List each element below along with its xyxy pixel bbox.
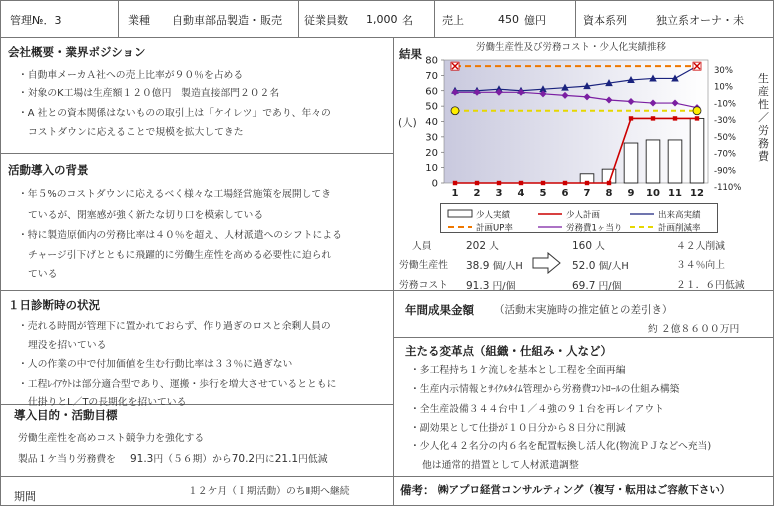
- result-after: 69.7 円/個: [572, 280, 622, 292]
- overview-line: コストダウンに応えることで規模を拡大してきた: [28, 127, 244, 138]
- x-tick-label: 10: [646, 188, 660, 199]
- sales-unit: 億円: [524, 14, 546, 27]
- industry-value: 自動車部品製造・販売: [172, 14, 282, 27]
- y2-tick-label: -70%: [714, 149, 736, 160]
- remarks-value: ㈱アプロ経営コンサルティング（複写・転用はご容赦下さい）: [438, 484, 731, 496]
- purpose-line-2: 製品１ケ当り労務費を 91.3円（５６期）から70.2円に21.1円低減: [18, 453, 328, 465]
- sales-value: 450: [498, 13, 519, 26]
- series-point: [475, 181, 479, 185]
- x-tick-label: 12: [690, 188, 704, 199]
- reform-line: ・少人化４２名分の内６名を配置転換し活人化(物流ＰＪなどへ充当): [410, 441, 712, 452]
- series-point: [695, 116, 699, 120]
- result-change: ２１．６円低減: [676, 280, 745, 291]
- background-line: ・特に製造原価内の労務比率は４０％を超え、人材派遣へのシフトによる: [18, 230, 342, 241]
- y-tick-label: 0: [431, 178, 438, 190]
- y-tick-label: 70: [425, 70, 438, 82]
- background-title: 活動導入の背景: [8, 163, 89, 177]
- overview-line: ・A 社との資本関係はないものの取引上は「ケイレツ」であり、年々の: [18, 108, 331, 119]
- arrow-right-icon: [532, 252, 562, 274]
- series-point: [451, 107, 459, 115]
- series-point: [519, 181, 523, 185]
- y2-tick-label: 10%: [714, 82, 733, 93]
- x-tick-label: 5: [539, 188, 547, 199]
- legend-swatch: [448, 210, 472, 217]
- annual-value: 約 ２億８６００万円: [648, 324, 740, 335]
- y2-tick-label: -10%: [714, 99, 736, 110]
- series-point: [585, 181, 589, 185]
- chart-title: 労働生産性及び労務コスト・少人化実績推移: [475, 42, 667, 53]
- result-after: 160 人: [572, 240, 605, 252]
- y-tick-label: 30: [425, 132, 438, 144]
- y2-tick-label: -50%: [714, 132, 736, 143]
- bar-shoujin-jisseki: [690, 118, 704, 183]
- series-point: [607, 181, 611, 185]
- remarks-label: 備考：: [400, 483, 435, 497]
- sales-label: 売上: [442, 14, 464, 27]
- overview-line: ・自動車メーカＡ社への売上比率が９０％を占める: [18, 70, 244, 81]
- industry-label: 業種: [128, 14, 150, 27]
- result-row-label: 労働生産性: [399, 260, 448, 271]
- legend-label: 出来高実績: [658, 210, 701, 221]
- overview-title: 会社概要・業界ポジション: [8, 45, 146, 59]
- result-row-label: 労務コスト: [399, 280, 448, 291]
- series-point: [453, 181, 457, 185]
- x-tick-label: 1: [451, 188, 459, 199]
- background-line: チャージ引下げとともに飛躍的に労働生産性を高める必要性に迫られ: [28, 250, 332, 261]
- overview-line: ・対象のK工場は生産額１２０億円 製造直接部門２０２名: [18, 88, 280, 99]
- employees-label: 従業員数: [304, 14, 348, 27]
- legend-label: 少人実績: [476, 210, 511, 221]
- capital-value: 独立系オーナ・未: [656, 14, 744, 27]
- y-tick-label: 40: [425, 117, 438, 128]
- purpose-title: 導入目的・活動目標: [14, 408, 118, 422]
- y-tick-label: 60: [425, 86, 438, 98]
- diagnosis-line: ・人の作業の中で付加価値を生む行動比率は３３％に過ぎない: [18, 359, 293, 370]
- x-tick-label: 9: [627, 188, 635, 199]
- results-unit: (人): [398, 117, 417, 129]
- background-line: ているが、閉塞感が強く新たな切り口を模索している: [28, 210, 264, 221]
- y2-tick-label: 30%: [714, 66, 733, 76]
- employees-value: 1,000: [366, 13, 398, 26]
- capital-label: 資本系列: [583, 14, 627, 27]
- period-value: １２ケ月（Ｉ期活動）のちⅡ期へ継続: [188, 486, 350, 497]
- series-point: [693, 107, 701, 115]
- productivity-chart: [396, 38, 756, 230]
- diagnosis-line: ・売れる時間が管理下に置かれておらず、作り過ぎのロスと余剰人員の: [18, 321, 331, 332]
- legend-label: 少人計画: [566, 210, 601, 221]
- y2-tick-label: -110%: [714, 183, 742, 193]
- annual-title: 年間成果金額: [405, 303, 474, 317]
- series-point: [629, 116, 633, 120]
- diagnosis-line: 仕掛りとL／Tの長期化を招いている: [28, 397, 187, 408]
- background-line: ている: [28, 269, 58, 280]
- y2-tick-label: -30%: [714, 116, 736, 127]
- y-tick-label: 10: [425, 163, 438, 175]
- reform-line: ・全生産設備３４４台中１／４強の９１台を再レイアウト: [410, 404, 664, 415]
- bar-shoujin-jisseki: [668, 140, 682, 183]
- diagnosis-title: １日診断時の状況: [8, 298, 100, 312]
- annual-subtitle: （活動末実施時の推定値との差引き）: [494, 304, 673, 316]
- period-label: 期間: [14, 490, 36, 503]
- y2-tick-label: -90%: [714, 166, 736, 177]
- y-tick-label: 80: [425, 55, 438, 67]
- mgmt-number: 管理№．3: [10, 14, 62, 27]
- result-row-label: 人員: [412, 241, 432, 252]
- y-tick-label: 20: [425, 147, 438, 159]
- x-tick-label: 7: [583, 188, 591, 199]
- result-after: 52.0 個/人H: [572, 260, 629, 272]
- diagnosis-line: 埋没を招いている: [28, 340, 107, 351]
- result-before: 38.9 個/人H: [466, 260, 523, 272]
- series-point: [673, 116, 677, 120]
- right-axis-label: 生産性／労務費: [758, 72, 769, 163]
- reform-line: ・生産内示情報とｻｲｸﾙﾀｲﾑ管理から労務費ｺﾝﾄﾛｰﾙの仕組み構築: [410, 384, 680, 395]
- reform-line: ・多工程持ち１ケ流しを基本とし工程を全面再編: [410, 365, 626, 376]
- result-before: 202 人: [466, 240, 499, 252]
- legend-label: 計画削減率: [658, 223, 701, 233]
- employees-unit: 名: [402, 14, 413, 27]
- chart-legend-items: [440, 203, 718, 233]
- y-tick-label: 50: [425, 101, 438, 113]
- x-tick-label: 4: [517, 188, 525, 199]
- series-point: [563, 181, 567, 185]
- diagnosis-line: ・工程ﾚｲｱｳﾄは部分適合型であり、運搬・歩行を増大させているとともに: [18, 379, 337, 390]
- series-point: [541, 181, 545, 185]
- series-point: [651, 116, 655, 120]
- legend-label: 計画UP率: [476, 223, 513, 233]
- reforms-title: 主たる変革点（組織・仕組み・人など）: [405, 344, 612, 358]
- bar-shoujin-jisseki: [624, 143, 638, 183]
- series-point: [497, 181, 501, 185]
- reform-line: 他は通常的措置として人材派遣調整: [422, 460, 579, 471]
- result-before: 91.3 円/個: [466, 280, 516, 292]
- result-change: ４２人削減: [676, 241, 725, 252]
- legend-label: 労務費1ヶ当り: [566, 223, 623, 233]
- background-line: ・年５%のコストダウンに応えるべく様々な工場経営施策を展開してき: [18, 189, 332, 200]
- x-tick-label: 3: [495, 188, 503, 199]
- result-change: ３４％向上: [676, 260, 725, 271]
- bar-shoujin-jisseki: [646, 140, 660, 183]
- x-tick-label: 11: [668, 188, 682, 199]
- purpose-line-1: 労働生産性を高めコスト競争力を強化する: [18, 433, 205, 444]
- x-tick-label: 8: [605, 188, 613, 199]
- reform-line: ・副効果として仕掛が１０日分から８日分に削減: [410, 423, 626, 434]
- x-tick-label: 6: [561, 188, 569, 199]
- x-tick-label: 2: [473, 188, 481, 199]
- results-title: 結果: [399, 47, 422, 61]
